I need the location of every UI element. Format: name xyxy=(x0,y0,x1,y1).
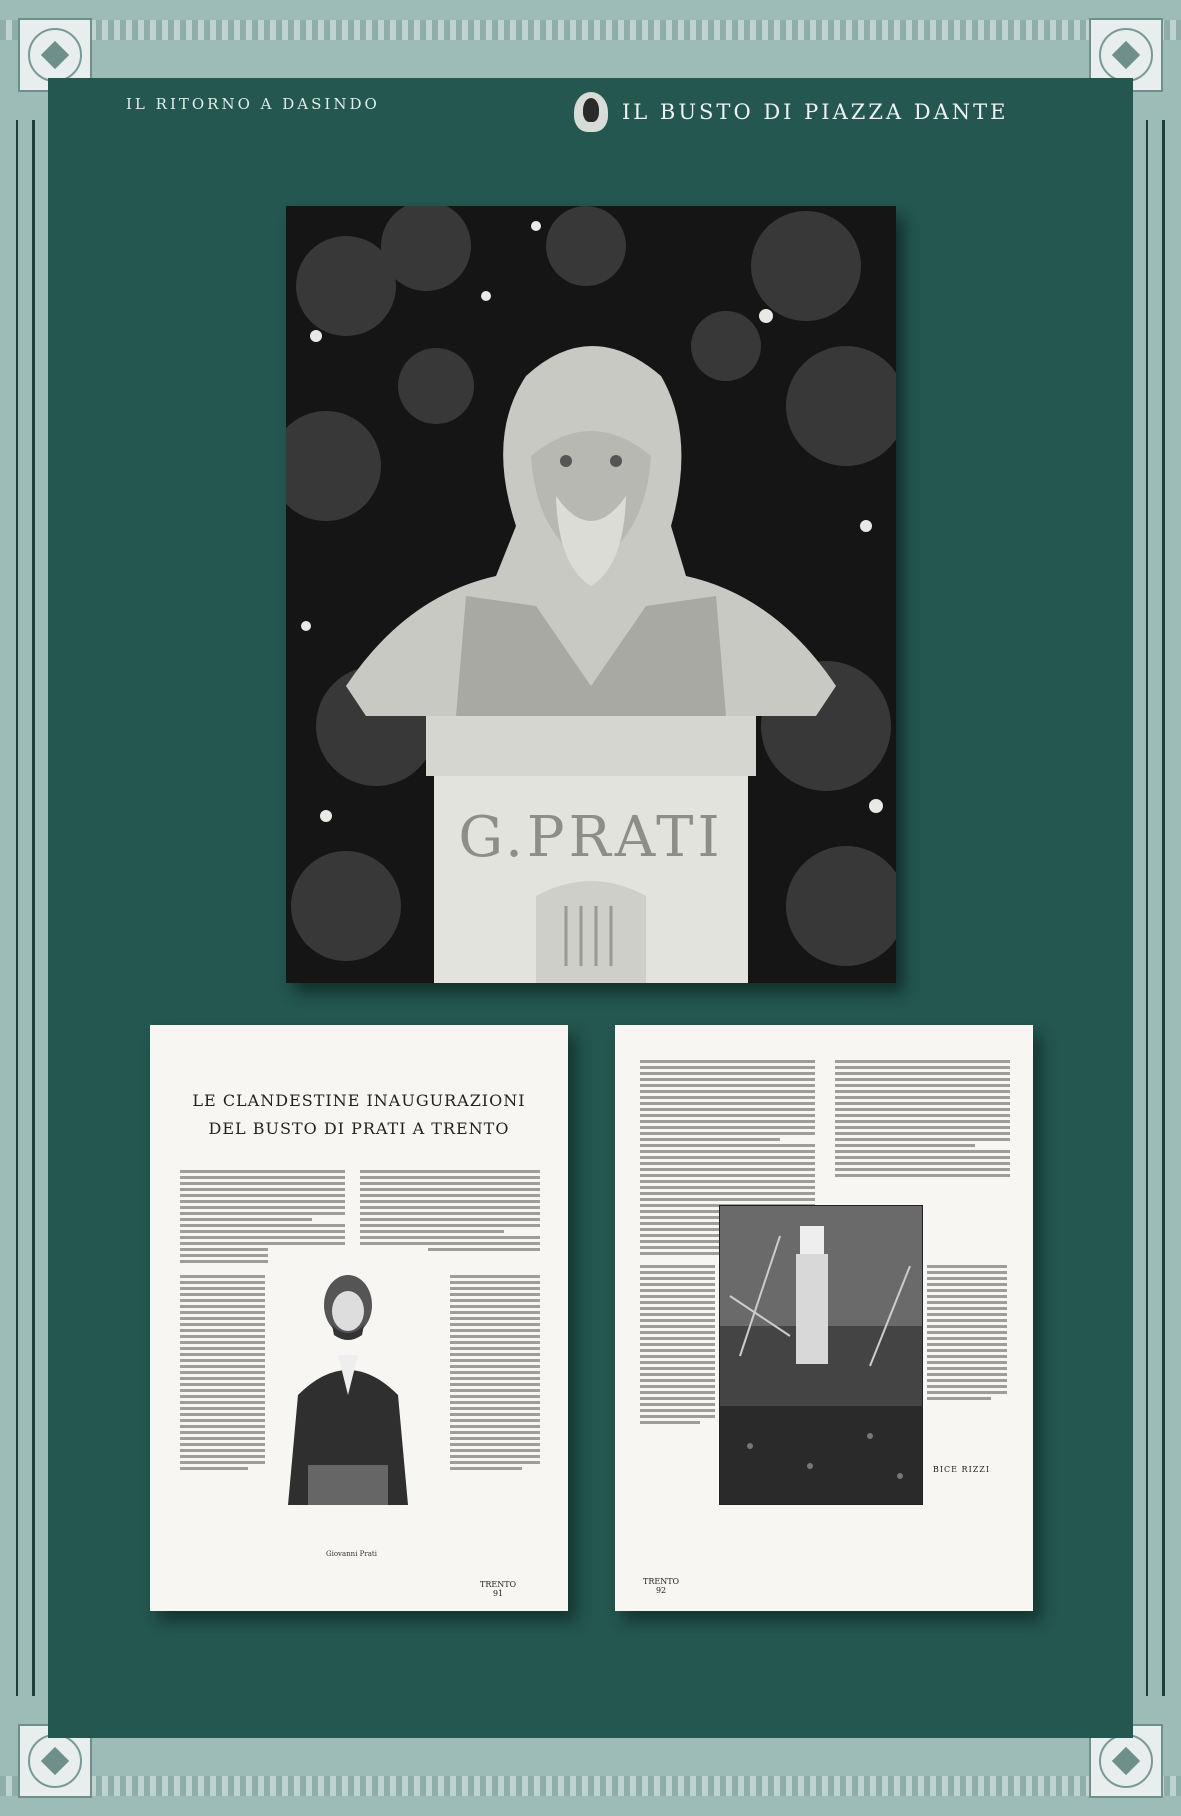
text-column xyxy=(180,1275,265,1473)
page-label: TRENTO xyxy=(480,1580,517,1589)
article-page-right xyxy=(615,1025,1033,1611)
bust-photo xyxy=(286,206,896,983)
article-title-line-2: DEL BUSTO DI PRATI A TRENTO xyxy=(208,1119,510,1138)
page-footer xyxy=(643,1577,679,1595)
left-border-lines xyxy=(16,120,35,1696)
page-label: TRENTO xyxy=(643,1577,680,1586)
section-title-right: IL BUSTO DI PIAZZA DANTE xyxy=(622,100,1009,124)
section-title-left: IL RITORNO A DASINDO xyxy=(126,95,380,113)
historic-photo xyxy=(719,1205,923,1505)
text-column xyxy=(927,1265,1007,1403)
article-title-line-1: LE CLANDESTINE INAUGURAZIONI xyxy=(192,1091,526,1110)
engraving-caption: Giovanni Prati xyxy=(326,1550,377,1558)
page-footer xyxy=(480,1580,516,1598)
top-ornament-strip xyxy=(0,20,1181,40)
bottom-ornament-strip xyxy=(0,1776,1181,1796)
article-title xyxy=(150,1087,568,1143)
portrait-icon xyxy=(574,92,608,132)
bust-inscription: G.PRATI xyxy=(458,805,724,870)
right-border-lines xyxy=(1146,120,1165,1696)
text-column xyxy=(640,1265,715,1427)
text-column xyxy=(360,1170,540,1254)
article-page-left xyxy=(150,1025,568,1611)
page-number: 92 xyxy=(655,1586,667,1595)
text-column xyxy=(450,1275,540,1473)
text-column xyxy=(835,1060,1010,1180)
portrait-engraving xyxy=(268,1245,428,1535)
page-number: 91 xyxy=(492,1589,504,1598)
author-signature: BICE RIZZI xyxy=(933,1465,991,1474)
